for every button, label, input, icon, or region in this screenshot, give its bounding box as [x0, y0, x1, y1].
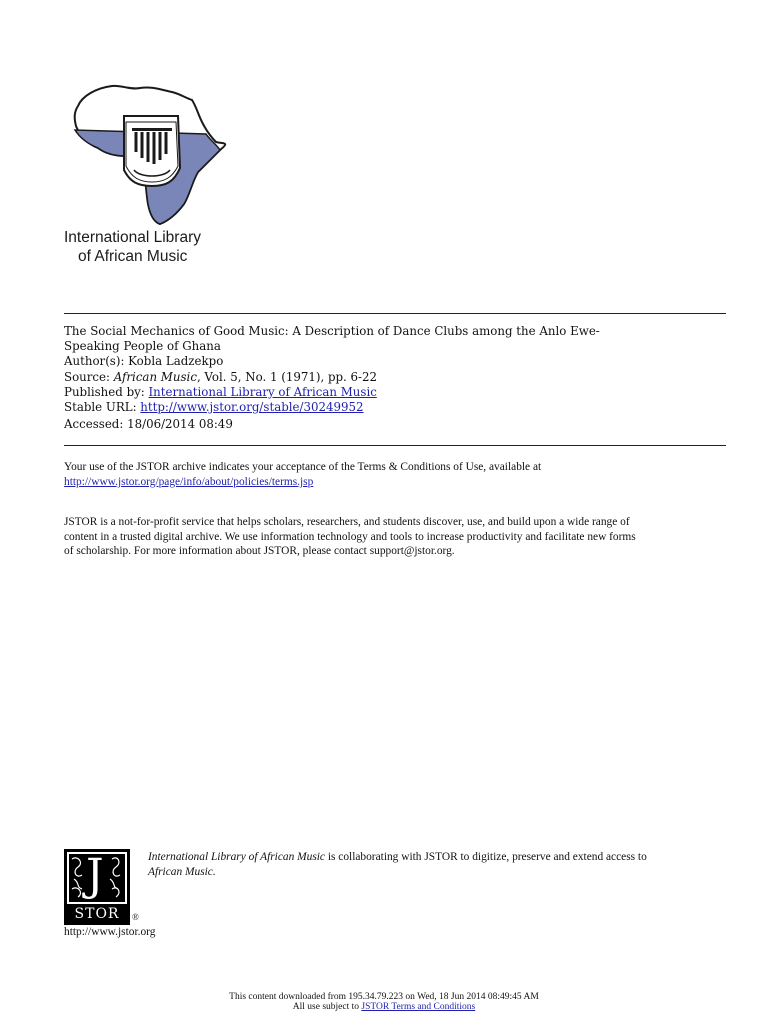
article-publisher [64, 385, 734, 400]
registered-mark: ® [132, 912, 139, 922]
jstor-letter-j: J [86, 850, 104, 901]
about-jstor [64, 515, 734, 559]
use-notice-prefix: All use subject to [292, 1002, 362, 1012]
collab-org: International Library of African Music [148, 851, 325, 863]
use-notice [0, 1002, 768, 1013]
africa-map-thumb-piano-logo [60, 78, 240, 228]
terms-link[interactable]: http://www.jstor.org/page/info/about/policies/terms.jsp [64, 475, 314, 488]
terms-conditions-link[interactable]: JSTOR Terms and Conditions [361, 1002, 476, 1012]
collaboration-notice [148, 850, 738, 879]
article-source [64, 370, 734, 385]
citation-block [64, 324, 734, 432]
collab-journal: African Music. [148, 865, 216, 878]
stable-url-label: Stable URL: [64, 400, 141, 415]
top-divider [64, 313, 726, 314]
about-line-1: JSTOR is a not-for-profit service that helps scholars, researchers, and students discover, use, and build upon a wide range of [64, 516, 630, 528]
logo-line-1: International Library [64, 229, 201, 246]
article-title-line-1: The Social Mechanics of Good Music: A Description of Dance Clubs among the Anlo Ewe- [64, 324, 600, 338]
accessed-date: Accessed: 18/06/2014 08:49 [64, 417, 233, 432]
ilam-logo [60, 78, 240, 228]
collab-text: is collaborating with JSTOR to digitize, preserve and extend access to [324, 851, 647, 863]
publisher-link[interactable]: International Library of African Music [148, 384, 377, 399]
jstor-wordmark: STOR [74, 906, 120, 922]
terms-notice [64, 460, 734, 489]
article-title-line-2: Speaking People of Ghana [64, 339, 221, 354]
source-label: Source: [64, 369, 114, 384]
source-details: , Vol. 5, No. 1 (1971), pp. 6-22 [196, 369, 378, 384]
download-notice: This content downloaded from 195.34.79.223 on Wed, 18 Jun 2014 08:49:45 AM [229, 992, 539, 1002]
publisher-label: Published by: [64, 384, 149, 399]
stable-url-link[interactable]: http://www.jstor.org/stable/30249952 [140, 400, 364, 415]
jstor-logo-icon[interactable] [64, 849, 130, 925]
about-line-2: content in a trusted digital archive. We use information technology and tools to increase productivity and facilitate new forms [64, 530, 636, 543]
source-journal: African Music [113, 369, 197, 384]
logo-line-2: of African Music [78, 248, 188, 265]
article-author: Author(s): Kobla Ladzekpo [64, 354, 224, 369]
jstor-homepage-link[interactable]: http://www.jstor.org [64, 926, 156, 938]
article-stable-url [64, 400, 734, 415]
bottom-divider [64, 445, 726, 446]
about-line-3: of scholarship. For more information about JSTOR, please contact support@jstor.org. [64, 545, 455, 558]
terms-text: Your use of the JSTOR archive indicates your acceptance of the Terms & Conditions of Use, available at [64, 461, 542, 473]
